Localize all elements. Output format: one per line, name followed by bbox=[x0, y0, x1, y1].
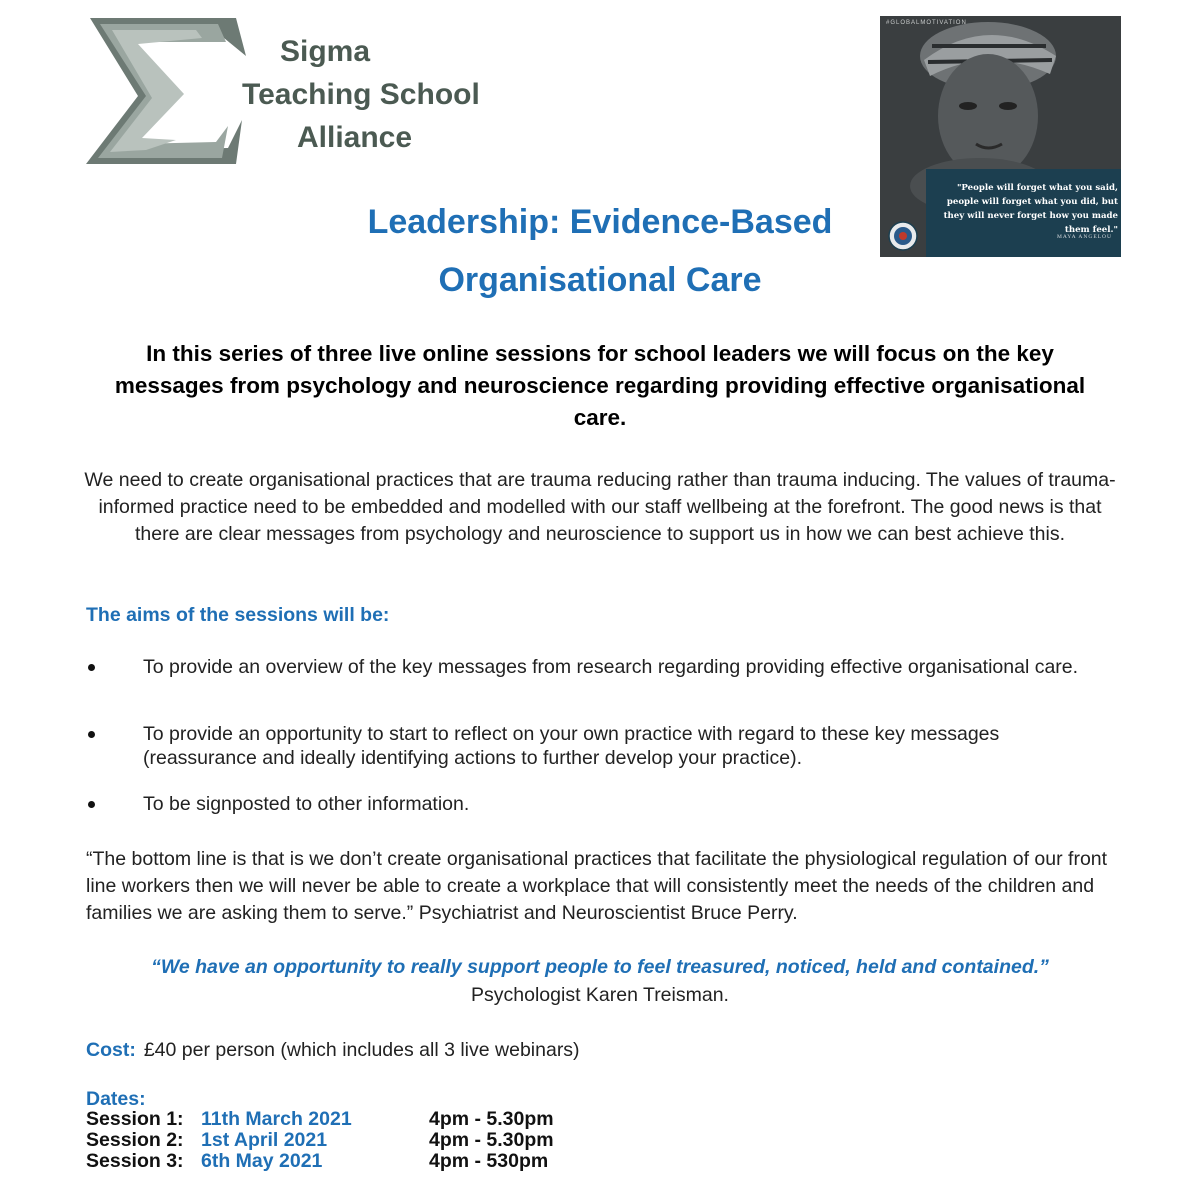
session-name: Session 3: bbox=[86, 1150, 184, 1172]
cost-line bbox=[86, 1039, 580, 1062]
session-time: 4pm - 530pm bbox=[429, 1150, 549, 1172]
logo-wordmark bbox=[242, 30, 480, 159]
cost-value: £40 per person (which includes all 3 live webinars) bbox=[143, 1039, 580, 1061]
treisman-quote: “We have an opportunity to really support people to feel treasured, noticed, held and contained.” bbox=[151, 956, 1049, 978]
session-name: Session 2: bbox=[86, 1129, 184, 1151]
logo-line-1: Sigma bbox=[280, 35, 371, 68]
logo-line-3: Alliance bbox=[297, 121, 413, 154]
title-line-1: Leadership: Evidence-Based bbox=[367, 203, 833, 241]
logo-line-2: Teaching School bbox=[242, 78, 480, 111]
session-date: 6th May 2021 bbox=[201, 1150, 323, 1172]
sigma-symbol-icon bbox=[86, 16, 246, 166]
sigma-logo bbox=[86, 16, 486, 166]
page-title bbox=[200, 204, 1000, 298]
session-date: 11th March 2021 bbox=[201, 1108, 352, 1130]
session-name: Session 1: bbox=[86, 1108, 184, 1130]
session-time: 4pm - 5.30pm bbox=[429, 1129, 554, 1151]
session-time: 4pm - 5.30pm bbox=[429, 1108, 554, 1130]
aim-text: To provide an opportunity to start to reflect on your own practice with regard to these key messages (reassurance and ideally identifying actions to further develop your practice). bbox=[143, 723, 1000, 769]
angelou-author: MAYA ANGELOU bbox=[1056, 234, 1112, 240]
lead-paragraph: In this series of three live online sessions for school leaders we will focus on the key messages from psychology and neuroscience regarding providing effective organisational care. bbox=[114, 341, 1086, 430]
photo-tagline: #GLOBALMOTIVATION bbox=[886, 20, 967, 26]
intro-paragraph: We need to create organisational practices that are trauma reducing rather than trauma inducing. The values of trauma-informed practice need to be embedded and modelled with our staff wellbeing at the forefront. The good news is that there are clear messages from psychology and neuroscience to support us in how we can best achieve this. bbox=[84, 469, 1116, 545]
cost-label: Cost: bbox=[86, 1039, 136, 1061]
dates-heading: Dates: bbox=[86, 1088, 146, 1110]
aims-heading: The aims of the sessions will be: bbox=[86, 604, 390, 626]
title-line-2: Organisational Care bbox=[438, 261, 762, 299]
session-date: 1st April 2021 bbox=[201, 1129, 328, 1151]
perry-quote: “The bottom line is that is we don’t create organisational practices that facilitate the physiological regulation of our front line workers then we will never be able to create a workplace that will consistently meet the needs of the children and families we are asking them to serve.” Psychiatrist and Neuroscientist Bruce Perry. bbox=[86, 848, 1108, 924]
aim-text: To be signposted to other information. bbox=[143, 793, 470, 815]
aim-text: To provide an overview of the key messages from research regarding providing effective organisational care. bbox=[143, 656, 1079, 678]
angelou-quote: "People will forget what you said, people will forget what you did, but they will never forget how you made them feel." bbox=[943, 183, 1118, 235]
treisman-author: Psychologist Karen Treisman. bbox=[471, 984, 729, 1006]
